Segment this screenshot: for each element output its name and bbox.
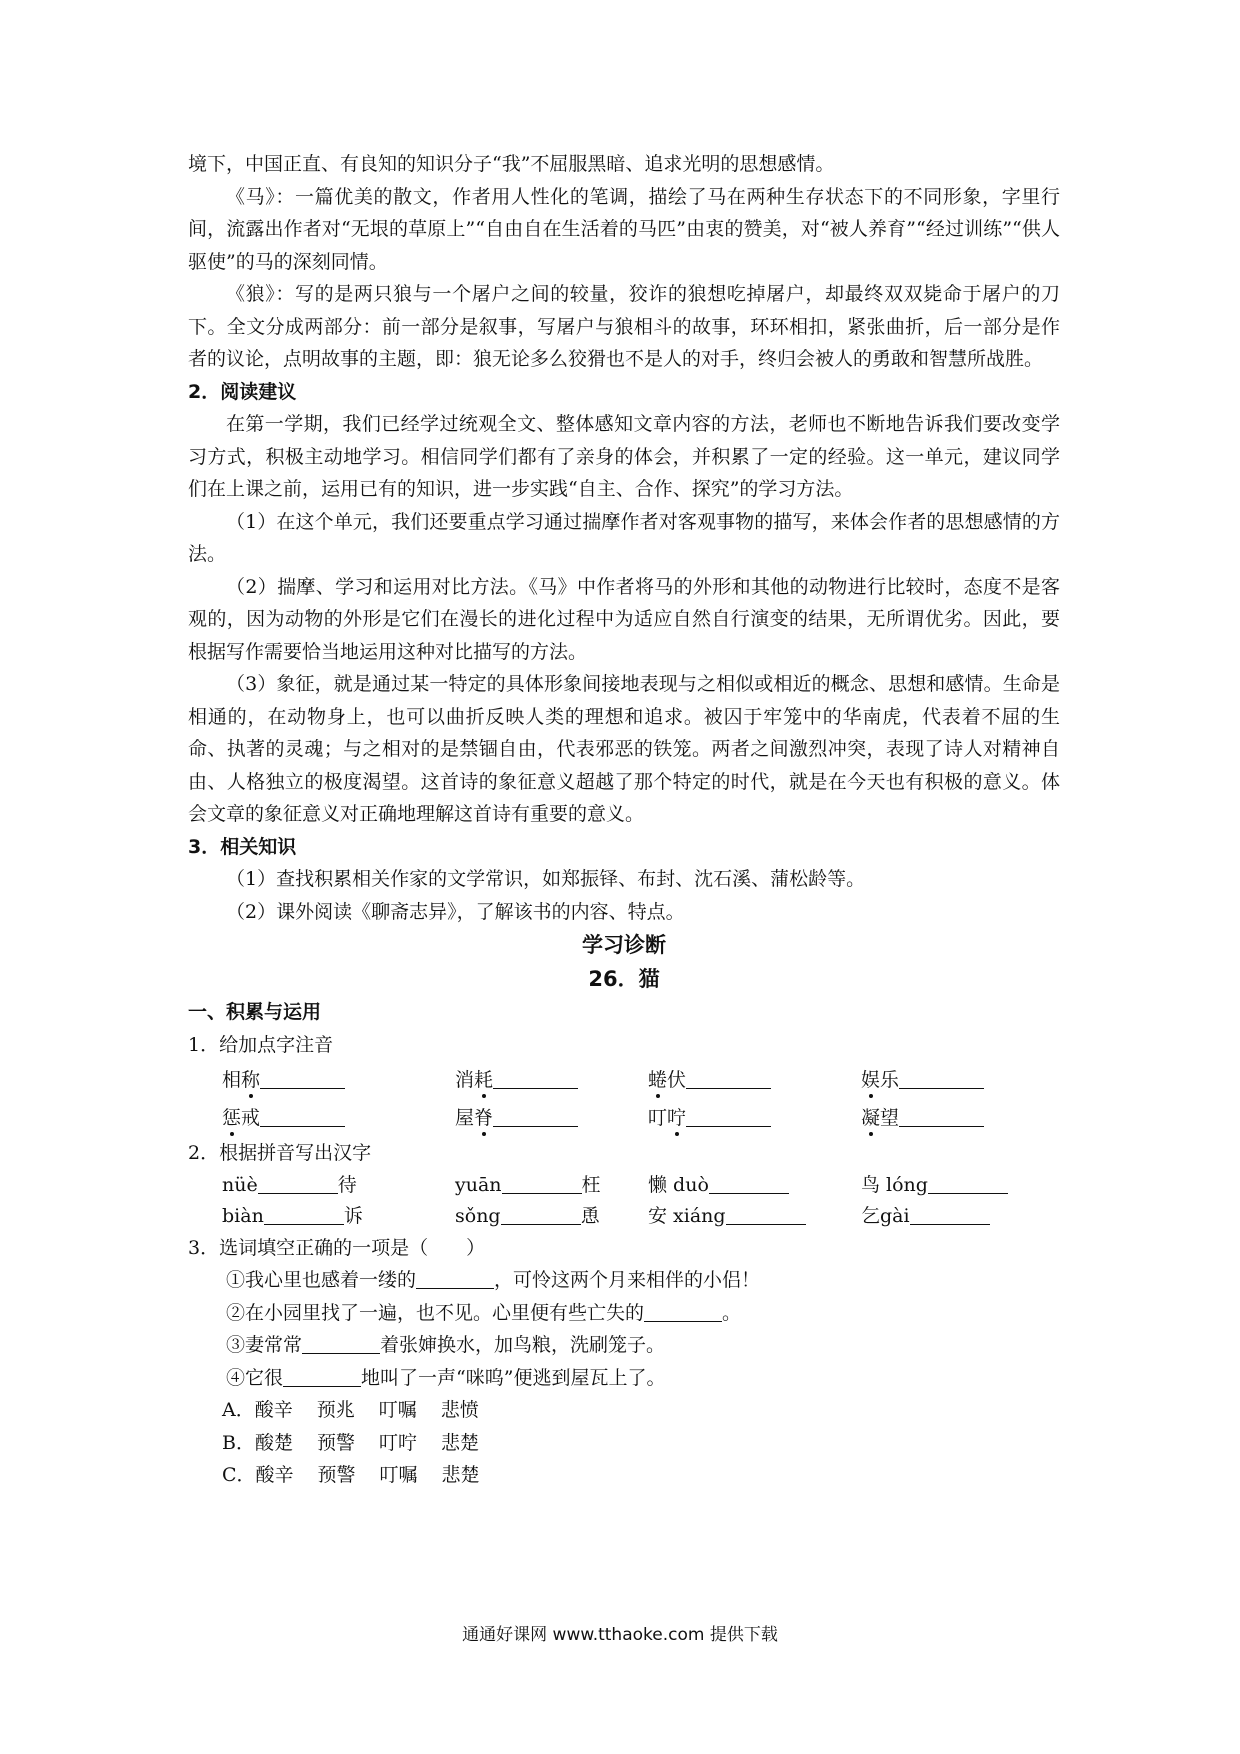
word-item: 惩戒	[222, 1099, 455, 1137]
pinyin-item: 懒 duò	[648, 1170, 861, 1201]
word-item: 娱乐	[861, 1061, 1061, 1099]
related-knowledge-item-1: （1）查找积累相关作家的文学常识，如郑振铎、布封、沈石溪、蒲松龄等。	[226, 868, 866, 890]
related-knowledge-heading: 3．相关知识	[188, 835, 297, 858]
pinyin-item: nüè 待	[222, 1170, 455, 1201]
pinyin-item: biàn 诉	[222, 1201, 455, 1232]
answer-blank[interactable]	[686, 1066, 771, 1089]
answer-blank[interactable]	[928, 1171, 1008, 1194]
pinyin-item: 安 xiáng	[648, 1201, 861, 1232]
pinyin-item: sǒng 恿	[455, 1201, 648, 1232]
answer-blank[interactable]	[686, 1104, 771, 1127]
word-item: 相称	[222, 1061, 455, 1099]
word-item: 叮咛	[648, 1099, 861, 1137]
answer-blank[interactable]	[258, 1171, 338, 1194]
option-b[interactable]: B．酸楚 预警 叮咛 悲楚	[222, 1431, 479, 1454]
answer-blank[interactable]	[260, 1104, 345, 1127]
word-item: 凝望	[861, 1099, 1061, 1137]
answer-blank[interactable]	[260, 1066, 345, 1089]
answer-blank[interactable]	[501, 1202, 581, 1225]
reading-advice-heading: 2．阅读建议	[188, 380, 297, 403]
document-page	[188, 148, 1060, 1492]
pinyin-item: yuān 枉	[455, 1170, 648, 1201]
question-3-prompt: 3．选词填空正确的一项是（ ）	[188, 1236, 486, 1259]
sentence-2: ②在小园里找了一遍，也不见。心里便有些亡失的 。	[188, 1297, 1060, 1330]
answer-blank[interactable]	[493, 1104, 578, 1127]
answer-blank[interactable]	[899, 1066, 984, 1089]
reading-advice-item-1: （1）在这个单元，我们还要重点学习通过揣摩作者对客观事物的描写，来体会作者的思想感情的方法。	[188, 510, 1060, 565]
diagnosis-title: 学习诊断	[582, 933, 666, 957]
word-item: 消耗	[455, 1061, 648, 1099]
option-a[interactable]: A．酸辛 预兆 叮嘱 悲愤	[222, 1399, 479, 1421]
lesson-title: 26．猫	[588, 967, 660, 991]
word-item: 屋脊	[455, 1099, 648, 1137]
answer-blank[interactable]	[910, 1202, 990, 1225]
question-1-prompt: 1．给加点字注音	[188, 1033, 334, 1056]
intro-tail-paragraph: 境下，中国正直、有良知的知识分子“我”不屈服黑暗、追求光明的思想感情。	[188, 153, 835, 175]
reading-advice-paragraph: 在第一学期，我们已经学过统观全文、整体感知文章内容的方法，老师也不断地告诉我们要改变学习方式，积极主动地学习。相信同学们都有了亲身的体会，并积累了一定的经验。这一单元，建议同学们在上课之前，运用已有的知识，进一步实践“自主、合作、探究”的学习方法。	[188, 413, 1060, 500]
sentence-1: ①我心里也感着一缕的 ，可怜这两个月来相伴的小侣！	[188, 1264, 1060, 1297]
answer-options	[188, 1394, 1060, 1492]
pinyin-item: 鸟 lóng	[861, 1170, 1061, 1201]
answer-blank[interactable]	[502, 1171, 582, 1194]
page-footer: 通通好课网 www.tthaoke.com 提供下载	[462, 1625, 778, 1645]
question-2-prompt: 2．根据拼音写出汉字	[188, 1142, 372, 1164]
pinyin-to-hanzi-grid	[188, 1170, 1060, 1232]
answer-blank[interactable]	[416, 1266, 494, 1289]
answer-blank[interactable]	[493, 1066, 578, 1089]
answer-blank[interactable]	[302, 1331, 380, 1354]
pinyin-annotation-grid	[188, 1061, 1060, 1137]
reading-advice-item-3: （3）象征，就是通过某一特定的具体形象间接地表现与之相似或相近的概念、思想和感情。生命是相通的，在动物身上，也可以曲折反映人类的理想和追求。被囚于牢笼中的华南虎，代表着不屈的生命、执著的灵魂；与之相对的是禁锢自由，代表邪恶的铁笼。两者之间激烈冲突，表现了诗人对精神自由、人格独立的极度渴望。这首诗的象征意义超越了那个特定的时代，就是在今天也有积极的意义。体会文章的象征意义对正确地理解这首诗有重要的意义。	[188, 673, 1060, 825]
lang-summary-paragraph: 《狼》：写的是两只狼与一个屠户之间的较量，狡诈的狼想吃掉屠户，却最终双双毙命于屠户的刀下。全文分成两部分：前一部分是叙事，写屠户与狼相斗的故事，环环相扣，紧张曲折，后一部分是作者的议论，点明故事的主题，即：狼无论多么狡猾也不是人的对手，终归会被人的勇敢和智慧所战胜。	[188, 283, 1060, 370]
related-knowledge-item-2: （2）课外阅读《聊斋志异》，了解该书的内容、特点。	[226, 900, 685, 923]
answer-blank[interactable]	[709, 1171, 789, 1194]
pinyin-item: 乞gài	[861, 1201, 1061, 1232]
answer-blank[interactable]	[264, 1202, 344, 1225]
option-c[interactable]: C．酸辛 预警 叮嘱 悲楚	[222, 1464, 480, 1486]
answer-blank[interactable]	[899, 1104, 984, 1127]
sentence-4: ④它很 地叫了一声“咪呜”便逃到屋瓦上了。	[188, 1362, 1060, 1395]
reading-advice-item-2: （2）揣摩、学习和运用对比方法。《马》中作者将马的外形和其他的动物进行比较时，态度不是客观的，因为动物的外形是它们在漫长的进化过程中为适应自然自行演变的结果，无所谓优劣。因此，要根据写作需要恰当地运用这种对比描写的方法。	[188, 575, 1060, 663]
answer-blank[interactable]	[726, 1202, 806, 1225]
ma-summary-paragraph: 《马》：一篇优美的散文，作者用人性化的笔调，描绘了马在两种生存状态下的不同形象，字里行间，流露出作者对“无垠的草原上”“自由自在生活着的马匹”由衷的赞美，对“被人养育”“经过训练”“供人驱使”的马的深刻同情。	[188, 185, 1060, 273]
answer-blank[interactable]	[644, 1299, 722, 1322]
section-heading: 一、积累与运用	[188, 1001, 322, 1023]
word-item: 蜷伏	[648, 1061, 861, 1099]
answer-blank[interactable]	[283, 1364, 361, 1387]
sentence-3: ③妻常常 着张婶换水，加鸟粮，洗刷笼子。	[188, 1329, 1060, 1362]
